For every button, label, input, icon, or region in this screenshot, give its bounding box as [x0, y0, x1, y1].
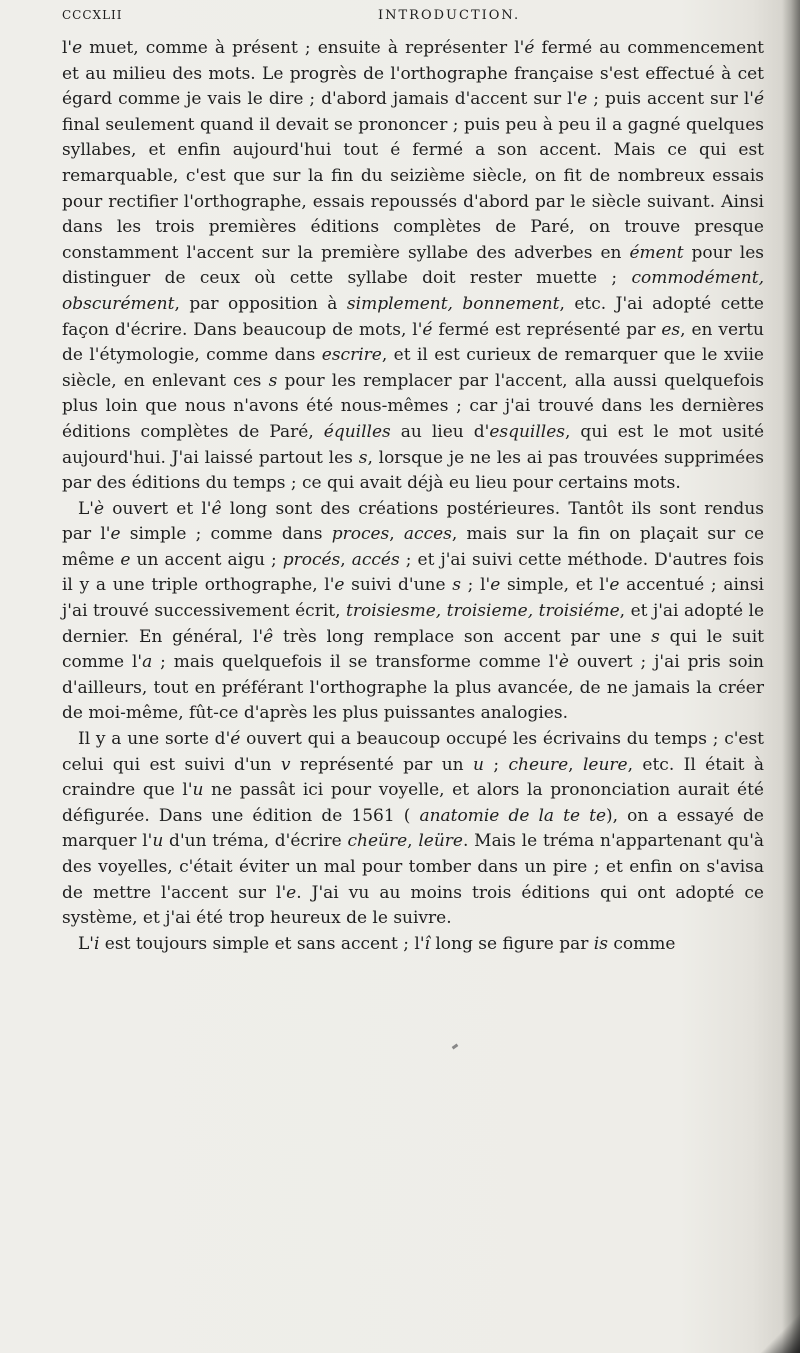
text-run: ), on a essayé de marquer l': [62, 805, 764, 852]
text-run: ; puis accent sur l': [587, 89, 754, 110]
italic-text: a: [142, 652, 153, 673]
italic-text: e: [110, 524, 121, 545]
italic-text: s: [358, 447, 368, 468]
text-run: . Mais le tréma n'appartenant qu'à des voyelles, c'était éviter un mal pour tomber dans un pire ; et enfin on s'avisa de mettre l'accent sur l': [62, 831, 765, 903]
text-run: ,: [389, 524, 404, 545]
text-run: très long remplace son accent par une: [273, 626, 652, 647]
text-run: fermé est représenté par: [432, 319, 662, 340]
italic-text: commodément, obscurément: [62, 268, 764, 314]
text-run: , qui est le mot usité aujourd'hui. J'ai laissé partout les: [62, 421, 765, 468]
italic-text: e: [577, 89, 588, 110]
text-run: long se figure par: [429, 933, 594, 954]
text-run: accentué ; ainsi j'ai trouvé successivement écrit,: [62, 575, 764, 622]
text-run: , lorsque je ne les ai pas trouvées supprimées par des éditions du temps ; ce qui avait déjà eu lieu pour certains mots.: [62, 447, 764, 494]
text-run: , mais sur la fin on plaçait sur ce même: [62, 524, 765, 570]
text-run: L': [78, 933, 94, 954]
text-run: est toujours simple et sans accent ; l': [99, 933, 425, 954]
italic-text: ément: [629, 242, 684, 263]
italic-text: is: [593, 933, 608, 954]
text-run: un accent aigu ;: [130, 549, 283, 570]
italic-text: e: [609, 575, 620, 596]
text-run: ;: [483, 754, 509, 775]
text-run: ouvert ; j'ai pris soin d'ailleurs, tout en préférant l'orthographe la plus avancée, de ne jamais la créer de moi-même, fût-ce d'après les plus puissantes analogies.: [62, 652, 764, 724]
text-run: muet, comme à présent ; ensuite à représenter l': [82, 38, 525, 58]
text-run: , et j'ai adopté le dernier. En général, l': [62, 601, 765, 647]
text-run: long sont des créations postérieures. Tantôt ils sont rendus par l': [62, 498, 764, 545]
italic-text: ê: [263, 626, 274, 647]
text-run: ouvert et l': [104, 498, 212, 519]
text-run: ,: [407, 831, 419, 852]
italic-text: s: [651, 626, 660, 647]
text-run: , etc. J'ai adopté cette façon d'écrire. Dans beaucoup de mots, l': [62, 293, 764, 340]
text-run: . J'ai vu au moins trois éditions qui ont adopté ce système, et j'ai été trop heureux de le suivre.: [62, 882, 764, 929]
text-run: d'un tréma, d'écrire: [163, 831, 348, 852]
italic-text: e: [72, 38, 83, 58]
italic-text: cheure: [508, 754, 569, 775]
text-run: représenté par un: [290, 754, 473, 775]
text-run: ; mais quelquefois il se transforme comme l': [152, 652, 559, 673]
text-run: Il y a une sorte d': [78, 729, 231, 750]
italic-text: î: [424, 933, 430, 954]
text-run: L': [78, 498, 94, 519]
italic-text: u: [152, 831, 164, 852]
italic-text: e: [334, 575, 345, 596]
text-run: , par opposition à: [174, 293, 347, 314]
running-title: INTRODUCTION.: [378, 8, 521, 23]
paragraph: [62, 497, 764, 727]
text-run: ouvert qui a beaucoup occupé les écrivains du temps ; c'est celui qui est suivi d'un: [62, 729, 764, 775]
text-run: , en vertu de l'étymologie, comme dans: [62, 319, 765, 366]
italic-text: troisiesme, troisieme, troisiéme: [346, 601, 620, 622]
italic-text: équilles: [323, 421, 391, 442]
italic-text: proces: [331, 524, 390, 545]
text-run: qui le suit comme l': [62, 626, 764, 673]
text-run: ,: [568, 754, 583, 775]
italic-text: leüre: [418, 831, 463, 852]
text-run: , etc. Il était à craindre que l': [62, 754, 764, 801]
italic-text: é: [524, 38, 535, 58]
italic-text: cheüre: [347, 831, 408, 852]
text-run: final seulement quand il devait se prononcer ; puis peu à peu il a gagné quelques syllabes, et enfin aujourd'hui tout é fermé a son accent. Mais ce qui est remarquable, c'est que sur la fin du seizième siècle, on fit de nombreux essais pour rectifier l'orthographe, essais repoussés d'abord par le siècle suivant. Ainsi dans les trois premières éditions complètes de Paré, on trouve presque constamment l'accent sur la première syllabe des adverbes en: [62, 114, 764, 263]
italic-text: ê: [211, 498, 222, 519]
paragraph: [62, 932, 764, 958]
paragraph: [62, 36, 764, 497]
italic-text: accés: [351, 549, 400, 570]
italic-text: simplement, bonnement: [346, 293, 560, 314]
paragraph: [62, 727, 764, 932]
page-number: CCCXLII: [62, 8, 123, 22]
text-run: comme: [607, 933, 676, 954]
text-run: simple, et l': [500, 575, 610, 596]
italic-text: é: [753, 89, 765, 110]
italic-text: è: [93, 498, 105, 519]
italic-text: é: [230, 729, 241, 750]
ink-speck: [452, 1044, 459, 1050]
text-run: au lieu d': [390, 421, 490, 442]
italic-text: u: [473, 754, 484, 775]
body-text: [62, 36, 764, 957]
italic-text: s: [268, 370, 278, 391]
italic-text: escrire: [321, 345, 382, 366]
text-run: ; l': [460, 575, 491, 596]
text-run: ne passât ici pour voyelle, et alors la prononciation aurait été défigurée. Dans une édition de 1561 (: [62, 780, 764, 826]
italic-text: e: [120, 549, 131, 570]
text-run: , et il est curieux de remarquer que le xviie siècle, en enlevant ces: [62, 345, 764, 391]
italic-text: è: [558, 652, 569, 673]
text-run: fermé au commencement et au milieu des mots. Le progrès de l'orthographe française s'est effectué à cet égard comme je vais le dire ; d'abord jamais d'accent sur l': [62, 38, 764, 110]
italic-text: leure: [582, 754, 628, 775]
italic-text: v: [280, 754, 291, 775]
italic-text: anatomie de la te te: [419, 805, 607, 826]
italic-text: s: [452, 575, 461, 596]
italic-text: u: [192, 780, 204, 801]
italic-text: procés: [282, 549, 341, 570]
italic-text: e: [286, 882, 297, 903]
text-run: simple ; comme dans: [120, 524, 332, 545]
page-edge-shadow: [782, 0, 800, 1353]
page-corner-shadow: [760, 1313, 800, 1353]
italic-text: esquilles: [489, 421, 566, 442]
text-run: l': [62, 38, 73, 58]
italic-text: acces: [403, 524, 452, 545]
text-run: ,: [340, 549, 352, 570]
italic-text: e: [490, 575, 501, 596]
italic-text: i: [93, 933, 100, 954]
italic-text: é: [422, 319, 433, 340]
text-run: pour les distinguer de ceux où cette syllabe doit rester muette ;: [62, 242, 764, 289]
text-run: pour les remplacer par l'accent, alla aussi quelquefois plus loin que nous n'avons été nous-mêmes ; car j'ai trouvé dans les dernières éditions complètes de Paré,: [62, 370, 765, 442]
page-header: [62, 8, 762, 32]
italic-text: es: [661, 319, 681, 340]
text-run: suivi d'une: [344, 575, 453, 596]
text-run: ; et j'ai suivi cette méthode. D'autres fois il y a une triple orthographe, l': [62, 549, 765, 596]
